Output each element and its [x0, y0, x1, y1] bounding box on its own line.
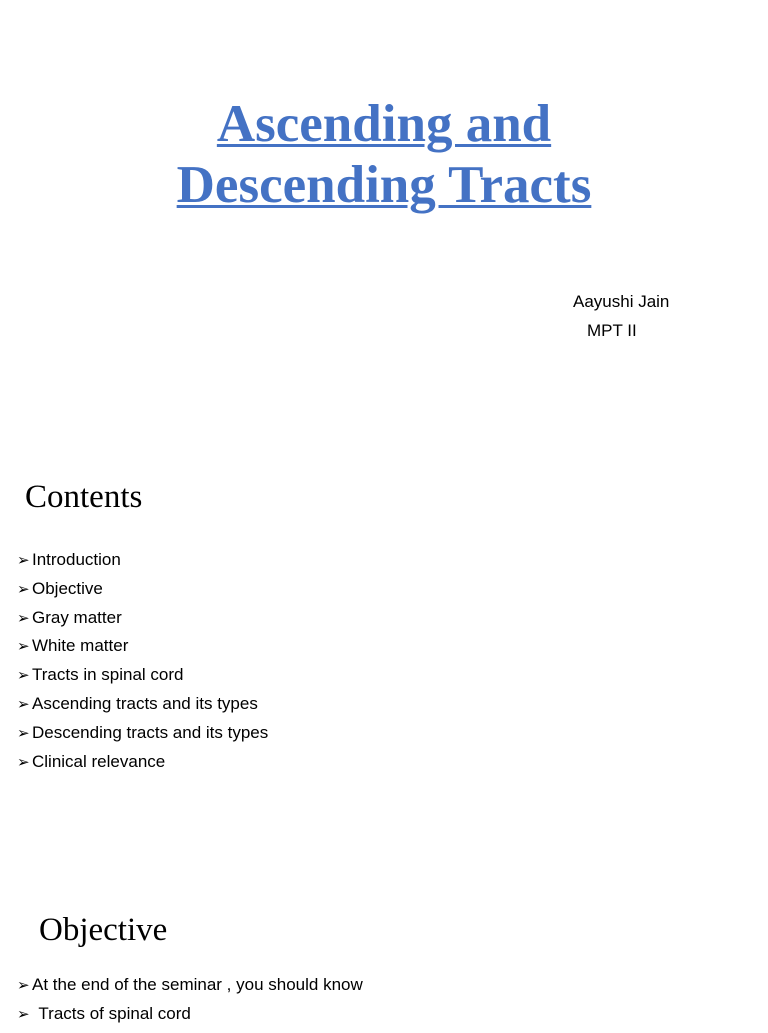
objective-heading: Objective — [39, 912, 168, 948]
contents-item-label: Objective — [32, 578, 103, 598]
arrow-bullet-icon: ➢ — [17, 580, 30, 598]
arrow-bullet-icon: ➢ — [17, 724, 30, 742]
slide-title — [0, 94, 768, 216]
contents-item-label: Ascending tracts and its types — [32, 693, 258, 713]
contents-item — [17, 723, 268, 752]
contents-item — [17, 636, 268, 665]
arrow-bullet-icon: ➢ — [17, 695, 30, 713]
contents-item — [17, 608, 268, 637]
arrow-bullet-icon: ➢ — [17, 1005, 30, 1023]
arrow-bullet-icon: ➢ — [17, 667, 30, 685]
contents-item-label: Clinical relevance — [32, 751, 166, 771]
arrow-bullet-icon: ➢ — [17, 638, 30, 656]
author-degree: MPT II — [587, 321, 637, 340]
arrow-bullet-icon: ➢ — [17, 552, 30, 569]
contents-item-label: White matter — [32, 636, 129, 656]
contents-item — [17, 752, 268, 781]
contents-item — [17, 550, 268, 579]
slide-title-line-1: Ascending and — [216, 95, 552, 153]
arrow-bullet-icon: ➢ — [17, 609, 30, 627]
contents-item-label: Tracts in spinal cord — [32, 665, 184, 685]
author-name: Aayushi Jain — [573, 292, 670, 311]
contents-heading: Contents — [25, 479, 143, 515]
contents-list — [17, 550, 268, 780]
contents-item-label: Introduction — [32, 550, 121, 569]
arrow-bullet-icon: ➢ — [17, 977, 30, 994]
slide-title-line-2: Descending Tracts — [176, 156, 592, 214]
objective-item-label: Tracts of spinal cord — [34, 1003, 191, 1023]
objective-item — [17, 1004, 363, 1033]
contents-item — [17, 579, 268, 608]
contents-item-label: Descending tracts and its types — [32, 722, 269, 742]
arrow-bullet-icon: ➢ — [17, 753, 30, 771]
contents-item — [17, 694, 268, 723]
objective-item — [17, 975, 363, 1004]
contents-item — [17, 665, 268, 694]
contents-item-label: Gray matter — [32, 607, 122, 627]
objective-item-label: At the end of the seminar , you should know — [32, 975, 363, 994]
